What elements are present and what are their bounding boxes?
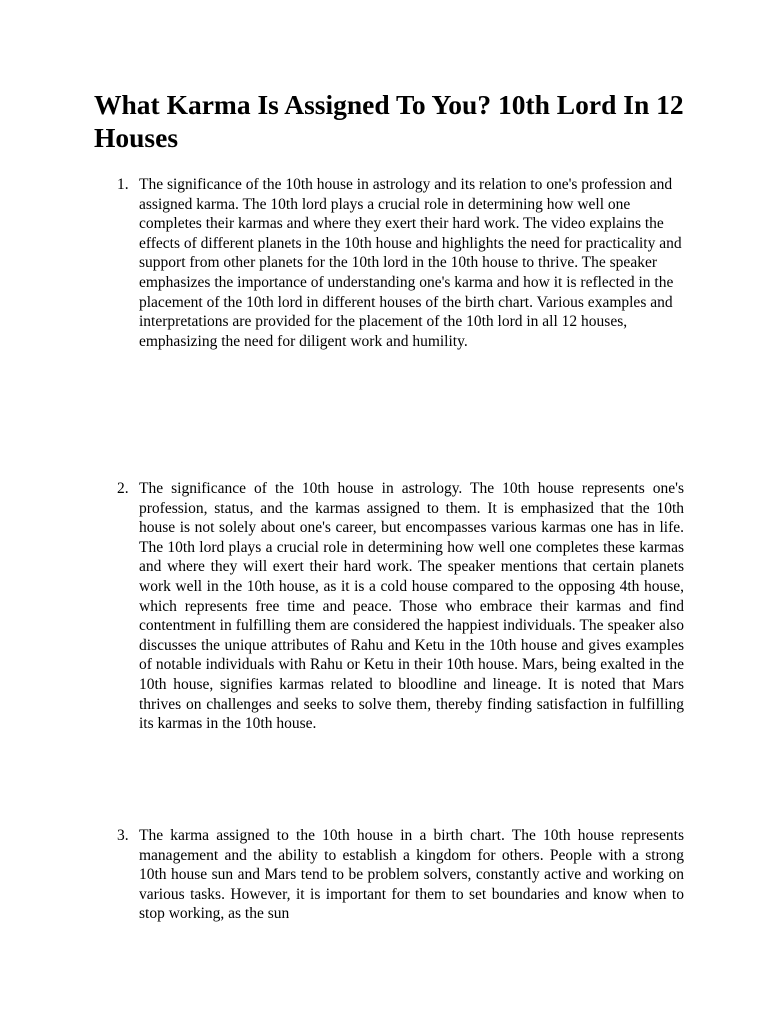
list-item [94,175,684,351]
list-item-text: The significance of the 10th house in astrology and its relation to one's profession and assigned karma. The 10th lord plays a crucial role in determining how well one completes their karmas and where they exert their hard work. The video explains the effects of different planets in the 10th house and highlights the need for practicality and support from other planets for the 10th lord in the 10th house to thrive. The speaker emphasizes the importance of understanding one's karma and how it is reflected in the placement of the 10th lord in different houses of the birth chart. Various examples and interpretations are provided for the placement of the 10th lord in all 12 houses, emphasizing the need for diligent work and humility. [139,176,682,350]
list-item-text: The karma assigned to the 10th house in a birth chart. The 10th house represents management and the ability to establish a kingdom for others. People with a strong 10th house sun and Mars tend to be problem solvers, constantly active and working on various tasks. However, it is important for them to set boundaries and know when to stop working, as the sun [139,827,684,923]
list-item-number: 3. [117,827,129,844]
document-title: What Karma Is Assigned To You? 10th Lord In 12 Houses [94,89,684,153]
list-item-text: The significance of the 10th house in astrology. The 10th house represents one's profession, status, and the karmas assigned to them. It is emphasized that the 10th house is not solely about one's career, but encompasses various karmas one has in life. The 10th lord plays a crucial role in determining how well one completes these karmas and where they will exert their hard work. The speaker mentions that certain planets work well in the 10th house, as it is a cold house compared to the opposing 4th house, which represents free time and peace. Those who embrace their karmas and find contentment in fulfilling them are considered the happiest individuals. The speaker also discusses the unique attributes of Rahu and Ketu in the 10th house and gives examples of notable individuals with Rahu or Ketu in their 10th house. Mars, being exalted in the 10th house, signifies karmas related to bloodline and lineage. It is noted that Mars thrives on challenges and seeks to solve them, thereby finding satisfaction in fulfilling its karmas in the 10th house. [139,480,684,733]
list-item [94,826,684,924]
list-item-number: 2. [117,480,129,497]
list-item-number: 1. [117,176,129,193]
list-item [94,479,684,734]
